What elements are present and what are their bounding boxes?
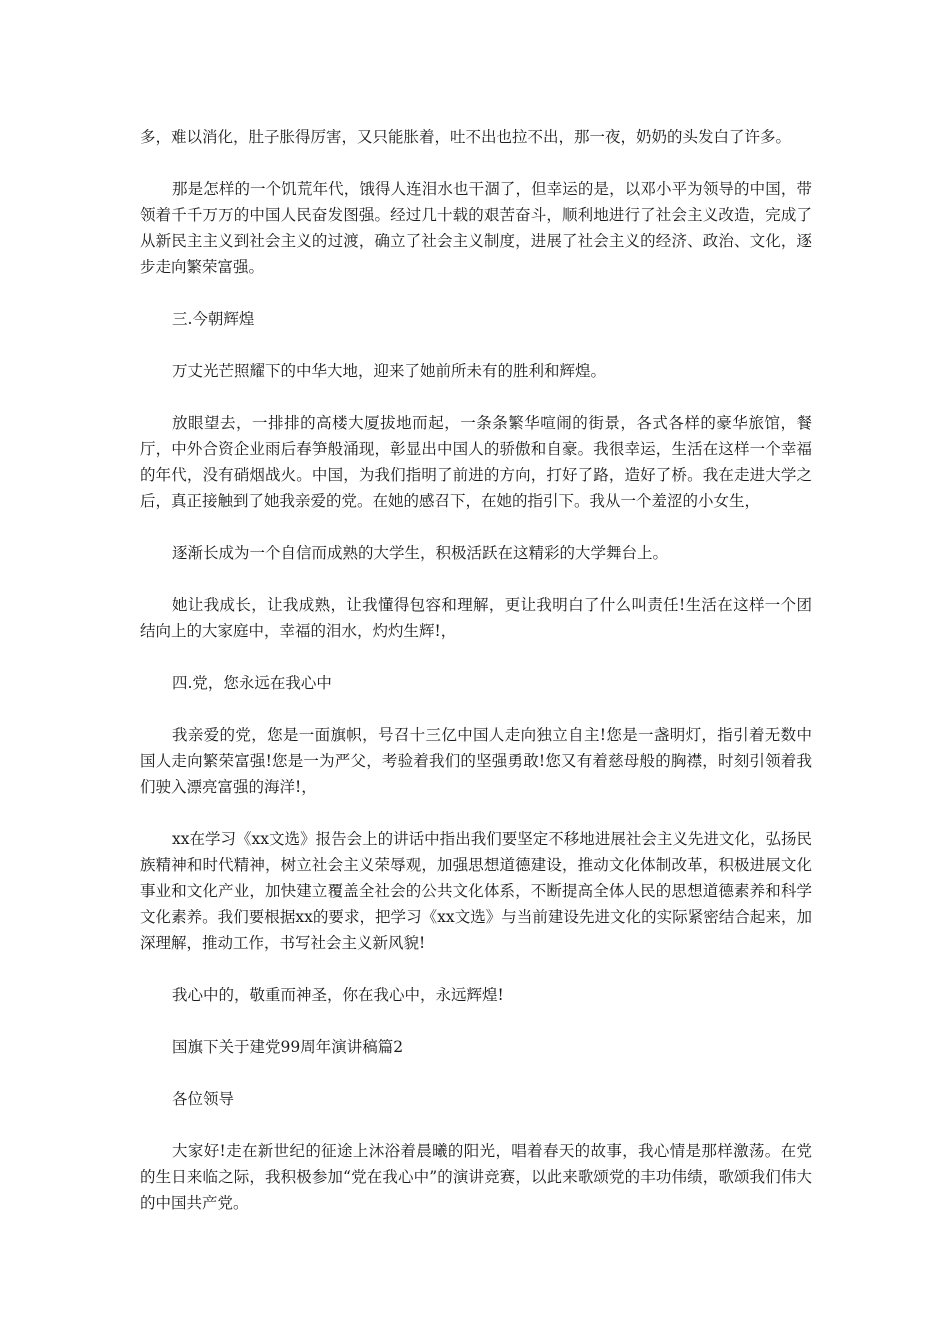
- speech-title-2: 国旗下关于建党99周年演讲稿篇2: [172, 1038, 404, 1056]
- paragraph-glory: 万丈光芒照耀下的中华大地，迎来了她前所未有的胜利和辉煌。: [172, 362, 607, 380]
- paragraph-grow-up: 逐渐长成为一个自信而成熟的大学生，积极活跃在这精彩的大学舞台上。: [172, 544, 669, 562]
- salutation: 各位领导: [172, 1090, 235, 1108]
- paragraph-in-my-heart: 我心中的，敬重而神圣，你在我心中，永远辉煌!: [172, 986, 504, 1004]
- paragraph-look-around: 放眼望去，一排排的高楼大厦拔地而起，一条条繁华喧闹的街景，各式各样的豪华旅馆，餐厅，中外合资企业雨后春笋般涌现，彰显出中国人的骄傲和自豪。我很幸运，生活在这样一个幸福的年代，没有硝烟战火。中国，为我们指明了前进的方向，打好了路，造好了桥。我在走进大学之后，真正接触到了她我亲爱的党。在她的感召下，在她的指引下。我从一个羞涩的小女生，: [140, 414, 812, 510]
- paragraph-culture: xx在学习《xx文选》报告会上的讲话中指出我们要坚定不移地进展社会主义先进文化，弘扬民族精神和时代精神，树立社会主义荣辱观，加强思想道德建设，推动文化体制改革，积极进展文化事业和文化产业，加快建立覆盖全社会的公共文化体系，不断提高全体人民的思想道德素养和科学文化素养。我们要根据xx的要求，把学习《xx文选》与当前建设先进文化的实际紧密结合起来，加深理解，推动工作，书写社会主义新风貌!: [140, 830, 812, 952]
- paragraph-continuation: 多，难以消化，肚子胀得厉害，又只能胀着，吐不出也拉不出，那一夜，奶奶的头发白了许多。: [140, 128, 792, 146]
- section-heading-3: 三.今朝辉煌: [172, 310, 255, 328]
- section-heading-4: 四.党，您永远在我心中: [172, 674, 332, 692]
- paragraph-famine-era: 那是怎样的一个饥荒年代，饿得人连泪水也干涸了，但幸运的是，以邓小平为领导的中国，带领着千千万万的中国人民奋发图强。经过几十载的艰苦奋斗，顺利地进行了社会主义改造，完成了从新民主主义到社会主义的过渡，确立了社会主义制度，进展了社会主义的经济、政治、文化，逐步走向繁荣富强。: [140, 180, 812, 276]
- paragraph-greeting: 大家好!走在新世纪的征途上沐浴着晨曦的阳光，唱着春天的故事，我心情是那样激荡。在党的生日来临之际，我积极参加“党在我心中”的演讲竞赛，以此来歌颂党的丰功伟绩，歌颂我们伟大的中国共产党。: [140, 1142, 812, 1212]
- paragraph-responsibility: 她让我成长，让我成熟，让我懂得包容和理解，更让我明白了什么叫责任!生活在这样一个团结向上的大家庭中，幸福的泪水，灼灼生辉!，: [140, 596, 812, 640]
- paragraph-beloved-party: 我亲爱的党，您是一面旗帜，号召十三亿中国人走向独立自主!您是一盏明灯，指引着无数中国人走向繁荣富强!您是一为严父，考验着我们的坚强勇敢!您又有着慈母般的胸襟，时刻引领着我们驶入漂亮富强的海洋!，: [140, 726, 812, 796]
- document-page: [140, 124, 812, 1216]
